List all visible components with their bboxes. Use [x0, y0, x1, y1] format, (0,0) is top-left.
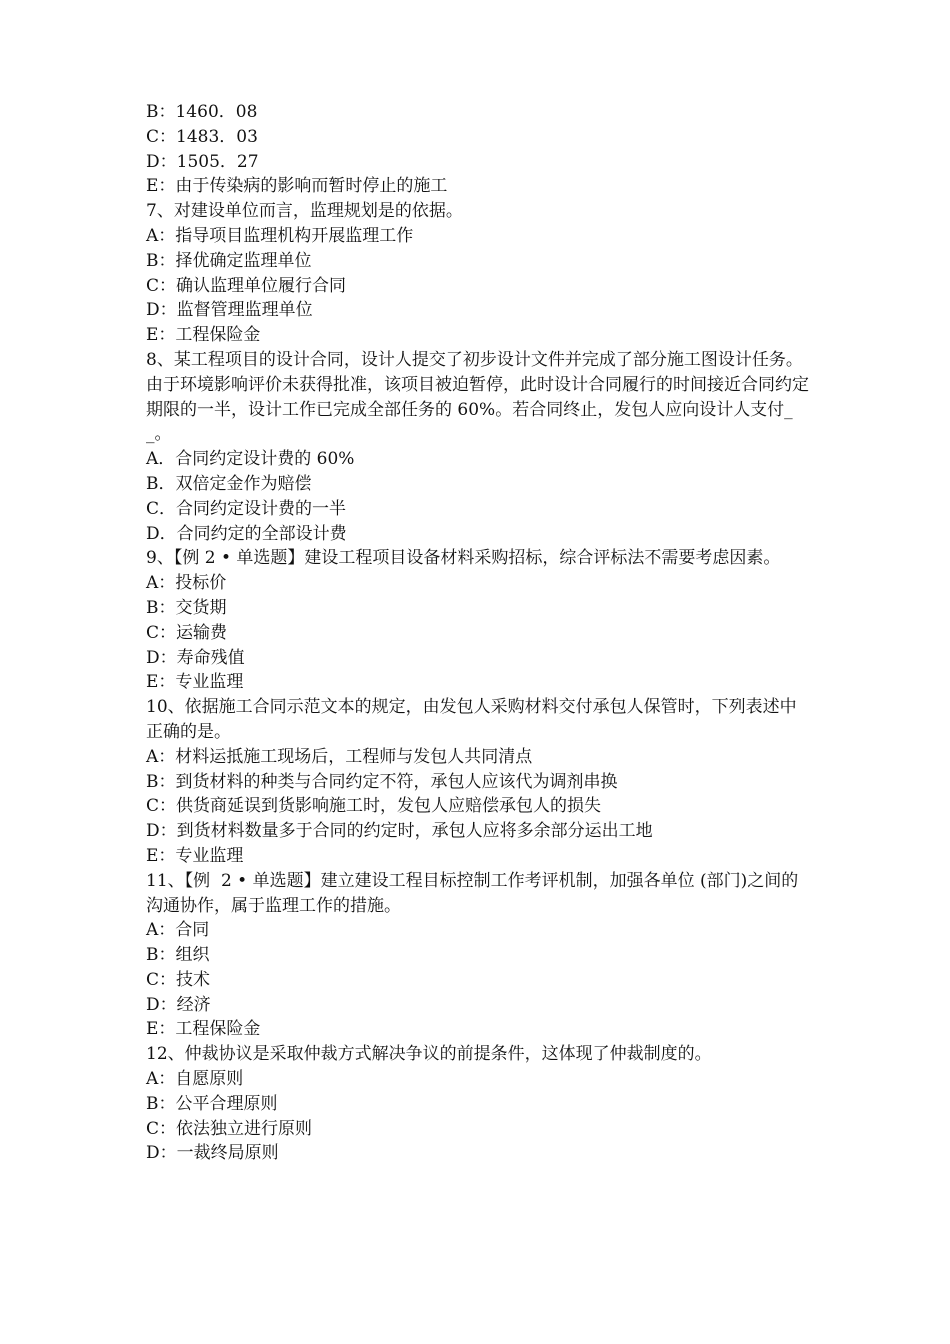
answer-option: B：公平合理原则: [146, 1093, 278, 1114]
question-text: 8、某工程项目的设计合同，设计人提交了初步设计文件并完成了部分施工图设计任务。由于环境影响评价未获得批准，该项目被迫暂停，此时设计合同履行的时间接近合同约定期限的一半，设计工作已完成全部任务的 60%。若合同终止，发包人应向设计人支付__。: [146, 349, 809, 445]
answer-option: E：工程保险金: [146, 1019, 261, 1040]
answer-option: D：监督管理监理单位: [146, 300, 313, 321]
answer-option: C：技术: [146, 969, 211, 990]
answer-option: A：合同: [146, 920, 210, 941]
answer-option: B．双倍定金作为赔偿: [146, 473, 312, 494]
answer-option: B：择优确定监理单位: [146, 250, 312, 271]
exam-content: [146, 100, 810, 1166]
document-page: [146, 100, 810, 1166]
answer-option: C：1483．03: [146, 126, 258, 147]
answer-option: B：组织: [146, 945, 210, 966]
answer-option: A：材料运抵施工现场后，工程师与发包人共同清点: [146, 746, 533, 767]
answer-option: B：交货期: [146, 597, 227, 618]
question-text: 12、仲裁协议是采取仲裁方式解决争议的前提条件，这体现了仲裁制度的。: [146, 1044, 712, 1065]
answer-option: B：1460．08: [146, 102, 258, 122]
question-text: 9、【例 2 • 单选题】建设工程项目设备材料采购招标，综合评标法不需要考虑因素。: [146, 548, 781, 569]
answer-option: C：确认监理单位履行合同: [146, 275, 347, 296]
answer-option: D：经济: [146, 994, 211, 1015]
answer-option: D：1505．27: [146, 151, 259, 172]
answer-option: A：自愿原则: [146, 1069, 244, 1090]
answer-option: E：专业监理: [146, 672, 244, 693]
question-text: 10、依据施工合同示范文本的规定，由发包人采购材料交付承包人保管时，下列表述中正确的是。: [146, 697, 797, 742]
question-text: 7、对建设单位而言，监理规划是的依据。: [146, 201, 463, 222]
answer-option: D：到货材料数量多于合同的约定时，承包人应将多余部分运出工地: [146, 821, 653, 842]
answer-option: A：投标价: [146, 573, 227, 594]
answer-option: B：到货材料的种类与合同约定不符，承包人应该代为调剂串换: [146, 771, 618, 792]
answer-option: C：依法独立进行原则: [146, 1118, 313, 1139]
answer-option: E：由于传染病的影响而暂时停止的施工: [146, 176, 448, 197]
answer-option: E：专业监理: [146, 845, 244, 866]
answer-option: A．合同约定设计费的 60%: [146, 449, 355, 470]
answer-option: A：指导项目监理机构开展监理工作: [146, 225, 414, 246]
answer-option: D：一裁终局原则: [146, 1143, 279, 1164]
answer-option: E：工程保险金: [146, 325, 261, 346]
answer-option: C．合同约定设计费的一半: [146, 498, 347, 519]
answer-option: D：寿命残值: [146, 647, 245, 668]
answer-option: C：运输费: [146, 622, 228, 643]
question-text: 11、【例 2 • 单选题】建立建设工程目标控制工作考评机制，加强各单位 (部门)之间的沟通协作，属于监理工作的措施。: [146, 870, 799, 916]
answer-option: D．合同约定的全部设计费: [146, 523, 347, 544]
answer-option: C：供货商延误到货影响施工时，发包人应赔偿承包人的损失: [146, 796, 602, 817]
